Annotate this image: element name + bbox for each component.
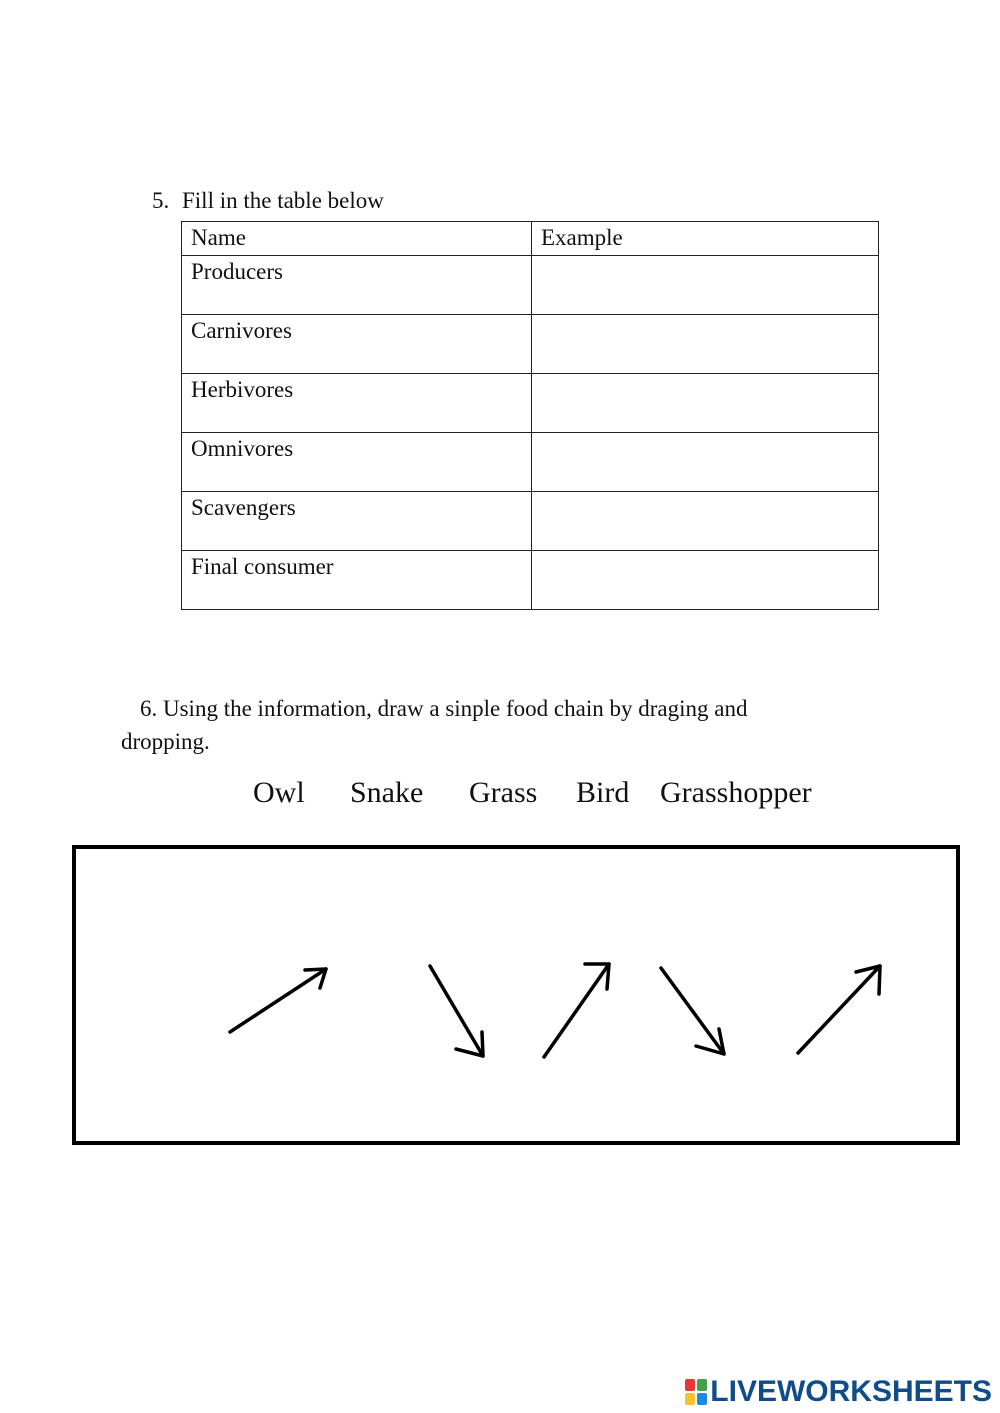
food-chain-drop-area[interactable] xyxy=(72,845,960,1145)
row-label-omnivores: Omnivores xyxy=(182,433,532,492)
logo-square xyxy=(685,1379,695,1391)
question-6-line-2: dropping. xyxy=(121,729,210,754)
question-6-line-1: 6. Using the information, draw a sinple food chain by draging and xyxy=(140,696,748,721)
food-chain-arrows xyxy=(72,845,960,1145)
question-6-prompt xyxy=(121,692,841,758)
logo-square xyxy=(697,1379,707,1391)
answer-cell-omnivores[interactable] xyxy=(532,433,879,492)
arrow-down-right-icon xyxy=(430,966,483,1056)
arrow-up-right-icon xyxy=(230,969,326,1032)
row-label-final-consumer: Final consumer xyxy=(182,551,532,610)
column-header-example: Example xyxy=(532,222,879,256)
question-5-prompt: Fill in the table below xyxy=(182,188,384,213)
draggable-word-snake[interactable]: Snake xyxy=(350,776,424,809)
arrow-up-right-icon xyxy=(798,966,880,1053)
answer-cell-carnivores[interactable] xyxy=(532,315,879,374)
draggable-word-bird[interactable]: Bird xyxy=(576,776,630,809)
table-row xyxy=(182,256,879,315)
fill-in-table xyxy=(181,221,879,610)
row-label-herbivores: Herbivores xyxy=(182,374,532,433)
row-label-scavengers: Scavengers xyxy=(182,492,532,551)
arrow-up-right-icon xyxy=(544,964,609,1057)
answer-cell-producers[interactable] xyxy=(532,256,879,315)
row-label-producers: Producers xyxy=(182,256,532,315)
table-row xyxy=(182,433,879,492)
table-row xyxy=(182,374,879,433)
arrow-down-right-icon xyxy=(661,968,724,1054)
table-row xyxy=(182,492,879,551)
answer-cell-herbivores[interactable] xyxy=(532,374,879,433)
answer-cell-final-consumer[interactable] xyxy=(532,551,879,610)
table-row xyxy=(182,315,879,374)
word-bank xyxy=(0,773,1000,813)
table-row xyxy=(182,551,879,610)
answer-cell-scavengers[interactable] xyxy=(532,492,879,551)
draggable-word-grass[interactable]: Grass xyxy=(469,776,538,809)
draggable-word-grasshopper[interactable]: Grasshopper xyxy=(660,776,812,809)
logo-square xyxy=(685,1393,695,1405)
draggable-word-owl[interactable]: Owl xyxy=(253,776,305,809)
liveworksheets-logo-icon xyxy=(685,1379,707,1405)
column-header-name: Name xyxy=(182,222,532,256)
logo-square xyxy=(697,1393,707,1405)
question-5-number: 5. xyxy=(152,188,170,213)
row-label-carnivores: Carnivores xyxy=(182,315,532,374)
brand-name: LIVEWORKSHEETS xyxy=(710,1375,992,1408)
liveworksheets-logo xyxy=(685,1375,992,1409)
question-5-heading xyxy=(152,186,384,216)
table-header-row xyxy=(182,222,879,256)
